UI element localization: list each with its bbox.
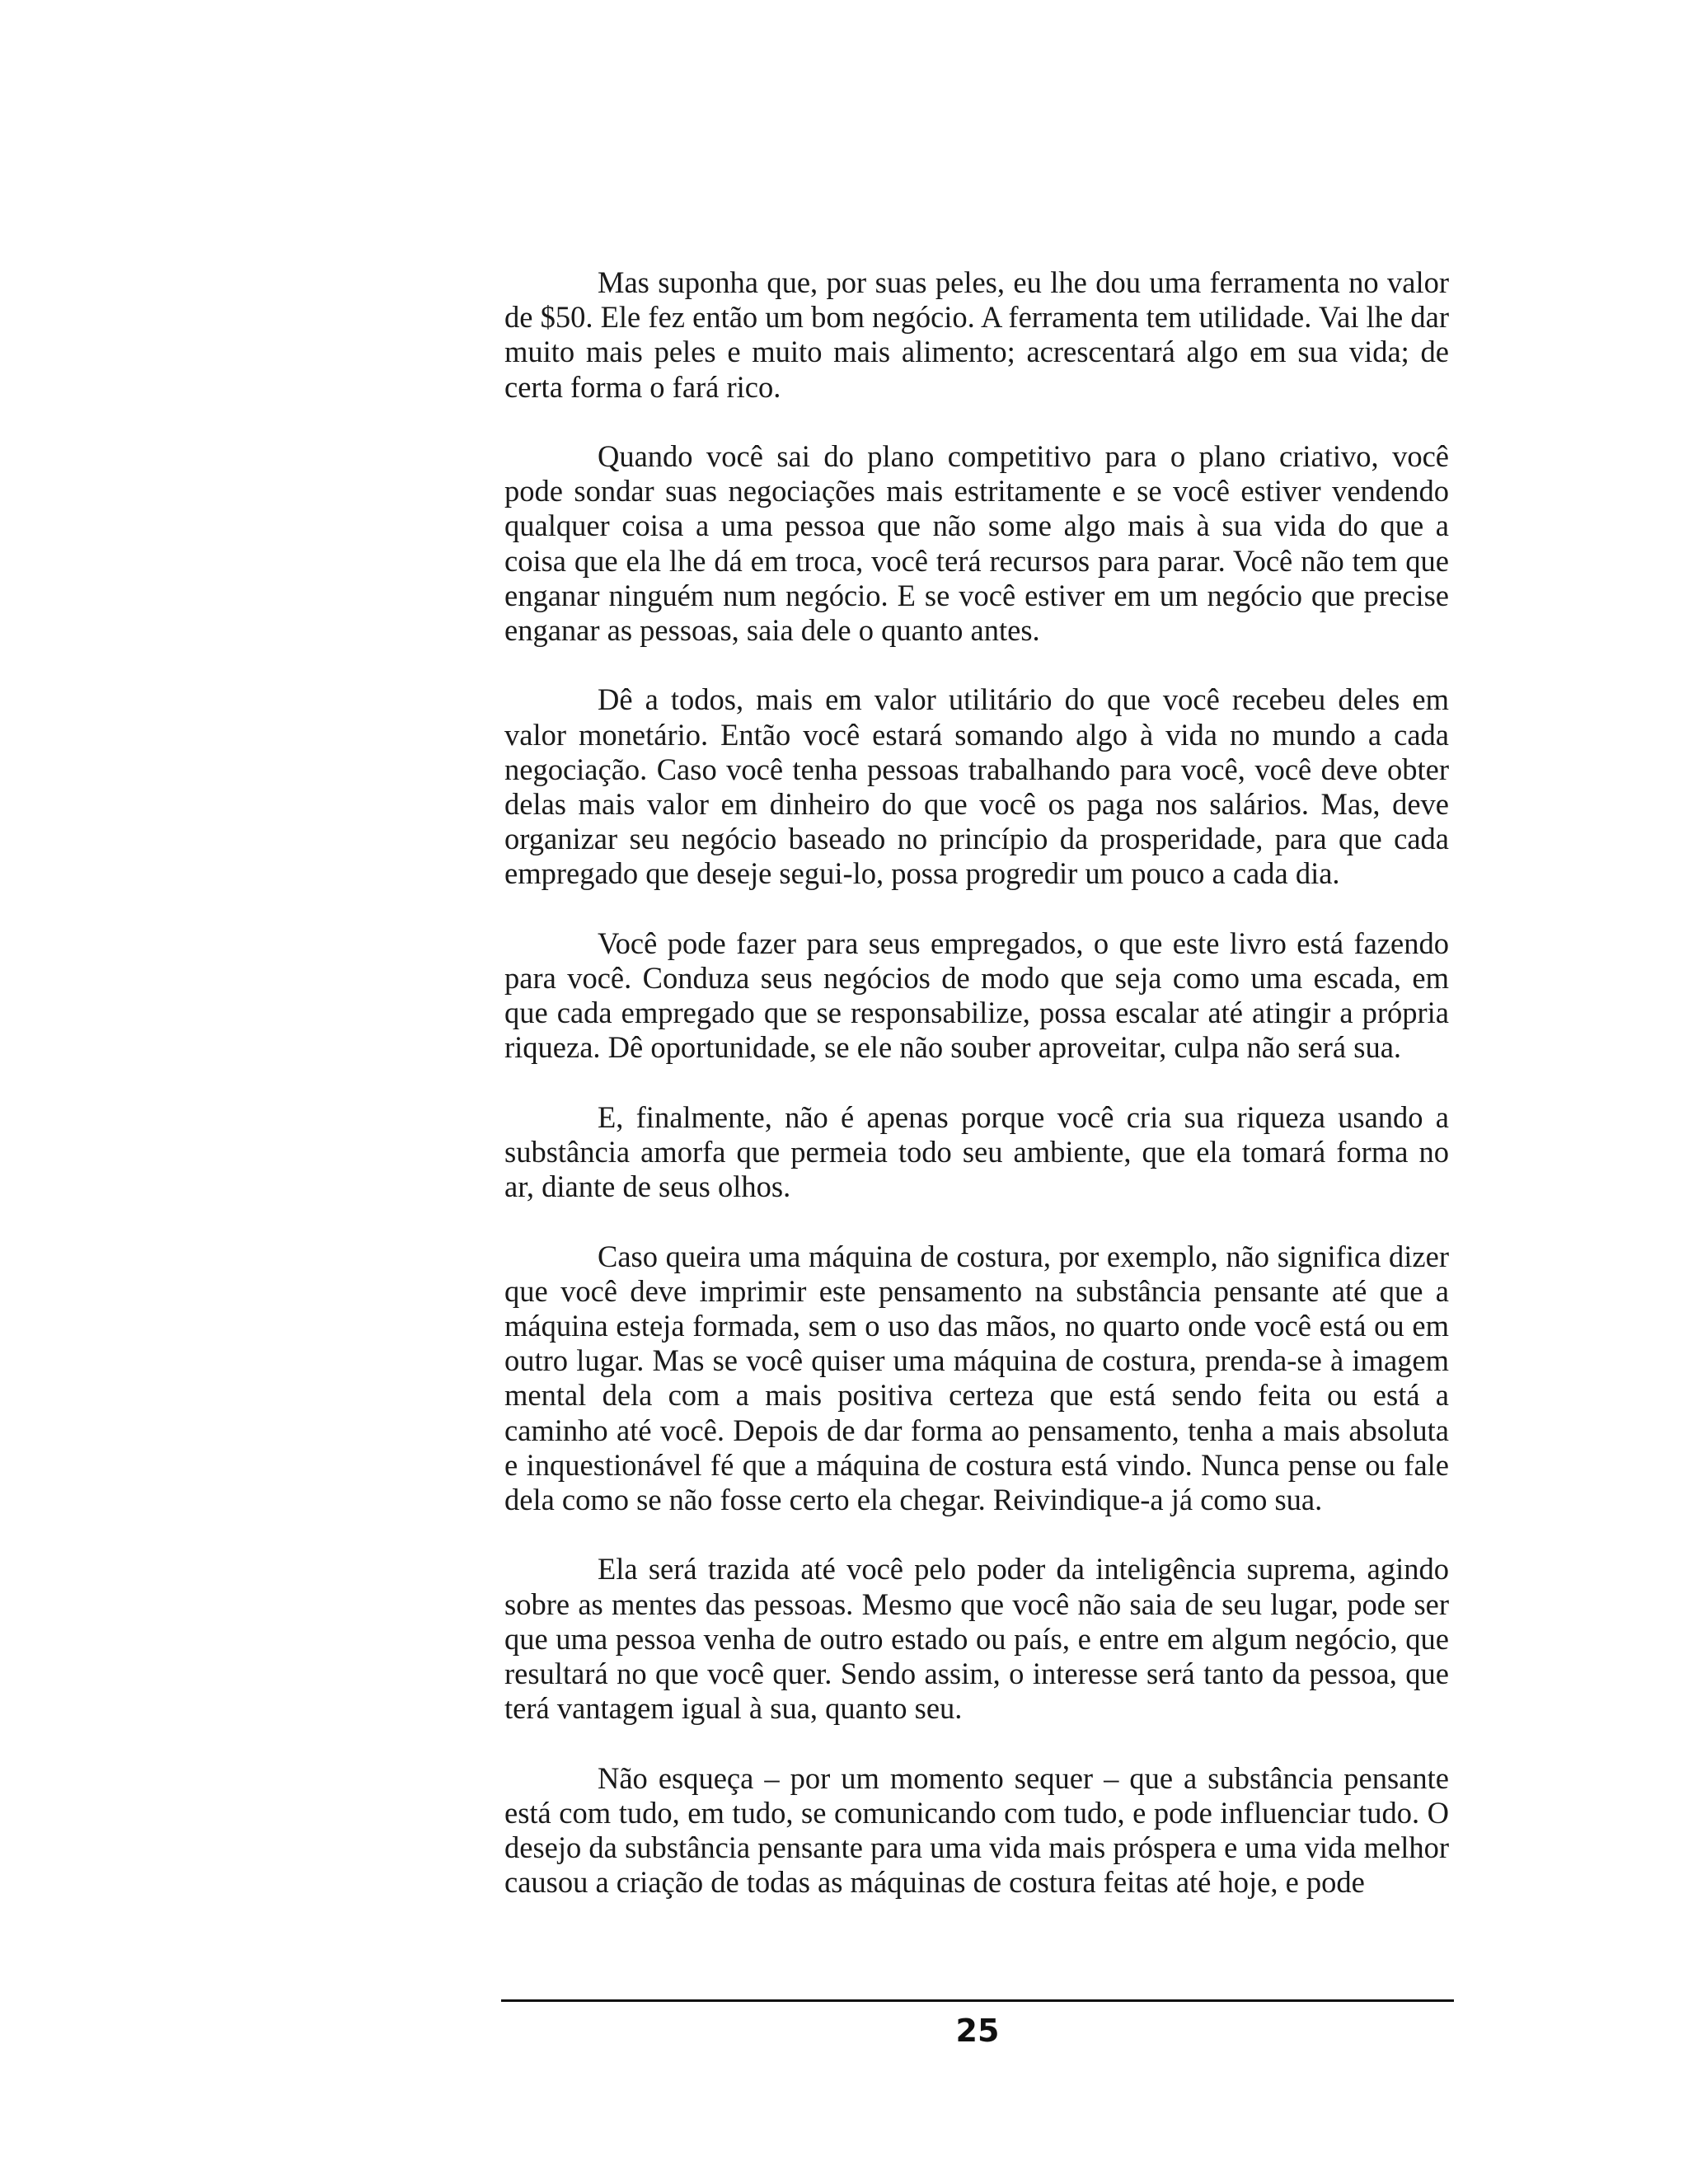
body-text	[504, 265, 1449, 1900]
paragraph: E, finalmente, não é apenas porque você cria sua riqueza usando a substância amorfa que permeia todo seu ambiente, que ela tomará forma no ar, diante de seus olhos.	[504, 1099, 1449, 1204]
paragraph: Dê a todos, mais em valor utilitário do que você recebeu deles em valor monetário. Então você estará somando algo à vida no mundo a cada negociação. Caso você tenha pessoas trabalhando para você, você deve obter delas mais valor em dinheiro do que você os paga nos salários. Mas, deve organizar seu negócio baseado no princípio da prosperidade, para que cada empregado que deseje segui-lo, possa progredir um pouco a cada dia.	[504, 682, 1449, 891]
footer-divider	[501, 1999, 1454, 2002]
paragraph: Você pode fazer para seus empregados, o que este livro está fazendo para você. Conduza seus negócios de modo que seja como uma escada, em que cada empregado que se responsabilize, possa escalar até atingir a própria riqueza. Dê oportunidade, se ele não souber aproveitar, culpa não será sua.	[504, 926, 1449, 1065]
paragraph: Mas suponha que, por suas peles, eu lhe dou uma ferramenta no valor de $50. Ele fez então um bom negócio. A ferramenta tem utilidade. Vai lhe dar muito mais peles e muito mais alimento; acrescentará algo em sua vida; de certa forma o fará rico.	[504, 265, 1449, 404]
page-number: 25	[955, 2013, 1000, 2049]
paragraph: Não esqueça – por um momento sequer – que a substância pensante está com tudo, em tudo, se comunicando com tudo, e pode influenciar tudo. O desejo da substância pensante para uma vida mais próspera e uma vida melhor causou a criação de todas as máquinas de costura feitas até hoje, e pode	[504, 1760, 1449, 1900]
paragraph: Caso queira uma máquina de costura, por exemplo, não significa dizer que você deve imprimir este pensamento na substância pensante até que a máquina esteja formada, sem o uso das mãos, no quarto onde você está ou em outro lugar. Mas se você quiser uma máquina de costura, prenda-se à imagem mental dela com a mais positiva certeza que está sendo feita ou está a caminho até você. Depois de dar forma ao pensamento, tenha a mais absoluta e inquestionável fé que a máquina de costura está vindo. Nunca pense ou fale dela como se não fosse certo ela chegar. Reivindique-a já como sua.	[504, 1239, 1449, 1517]
paragraph: Ela será trazida até você pelo poder da inteligência suprema, agindo sobre as mentes das pessoas. Mesmo que você não saia de seu lugar, pode ser que uma pessoa venha de outro estado ou país, e entre em algum negócio, que resultará no que você quer. Sendo assim, o interesse será tanto da pessoa, que terá vantagem igual à sua, quanto seu.	[504, 1552, 1449, 1726]
paragraph: Quando você sai do plano competitivo para o plano criativo, você pode sondar suas negociações mais estritamente e se você estiver vendendo qualquer coisa a uma pessoa que não some algo mais à sua vida do que a coisa que ela lhe dá em troca, você terá recursos para parar. Você não tem que enganar ninguém num negócio. E se você estiver em um negócio que precise enganar as pessoas, saia dele o quanto antes.	[504, 439, 1449, 648]
